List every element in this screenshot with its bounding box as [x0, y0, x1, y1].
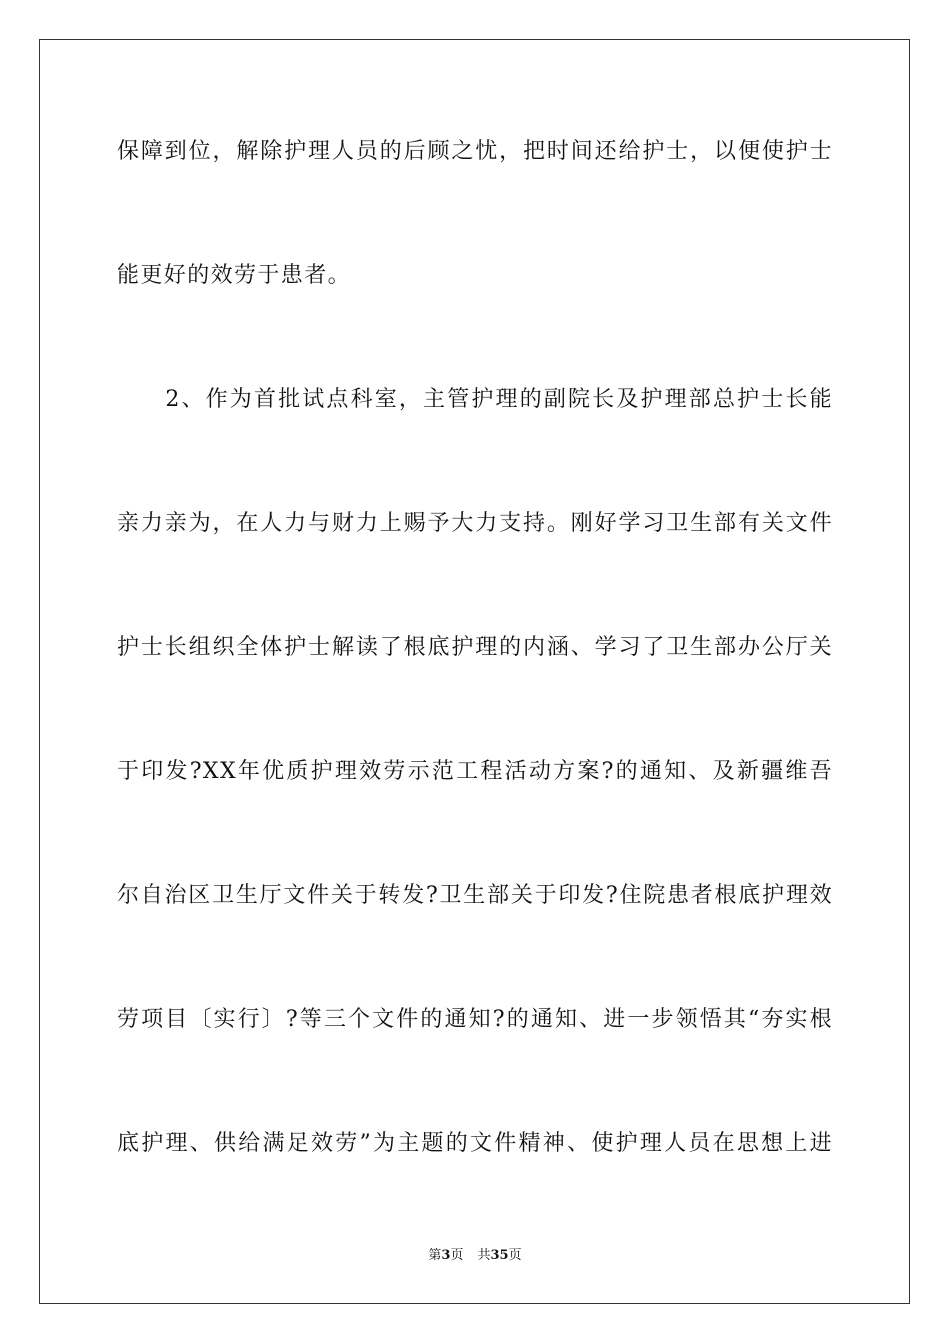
footer-total-number: 35	[490, 1248, 509, 1263]
footer-page-prefix: 第	[428, 1248, 442, 1263]
body-text-line: 底护理、供给满足效劳”为主题的文件精神、使护理人员在思想上进	[117, 1131, 833, 1156]
page-border	[39, 39, 910, 1304]
body-text-line: 尔自治区卫生厅文件关于转发?卫生部关于印发?住院患者根底护理效	[117, 883, 833, 908]
body-text-line: 于印发?XX年优质护理效劳示范工程活动方案?的通知、及新疆维吾	[117, 759, 833, 784]
body-text-line: 保障到位，解除护理人员的后顾之忧，把时间还给护士，以便使护士	[117, 139, 833, 164]
body-text-line: 能更好的效劳于患者。	[117, 263, 352, 288]
footer-page-suffix: 页	[450, 1248, 464, 1263]
footer-page-number: 3	[441, 1248, 451, 1263]
body-text-line: 劳项目〔实行〕?等三个文件的通知?的通知、进一步领悟其“夯实根	[117, 1007, 833, 1032]
footer-total-suffix: 页	[508, 1248, 522, 1263]
page-footer	[0, 1247, 950, 1265]
body-text-line: 2、作为首批试点科室，主管护理的副院长及护理部总护士长能	[117, 387, 833, 412]
footer-total-prefix: 共	[477, 1248, 491, 1263]
body-text-line: 护士长组织全体护士解读了根底护理的内涵、学习了卫生部办公厅关	[117, 635, 833, 660]
body-text-line: 亲力亲为，在人力与财力上赐予大力支持。刚好学习卫生部有关文件	[117, 511, 833, 536]
